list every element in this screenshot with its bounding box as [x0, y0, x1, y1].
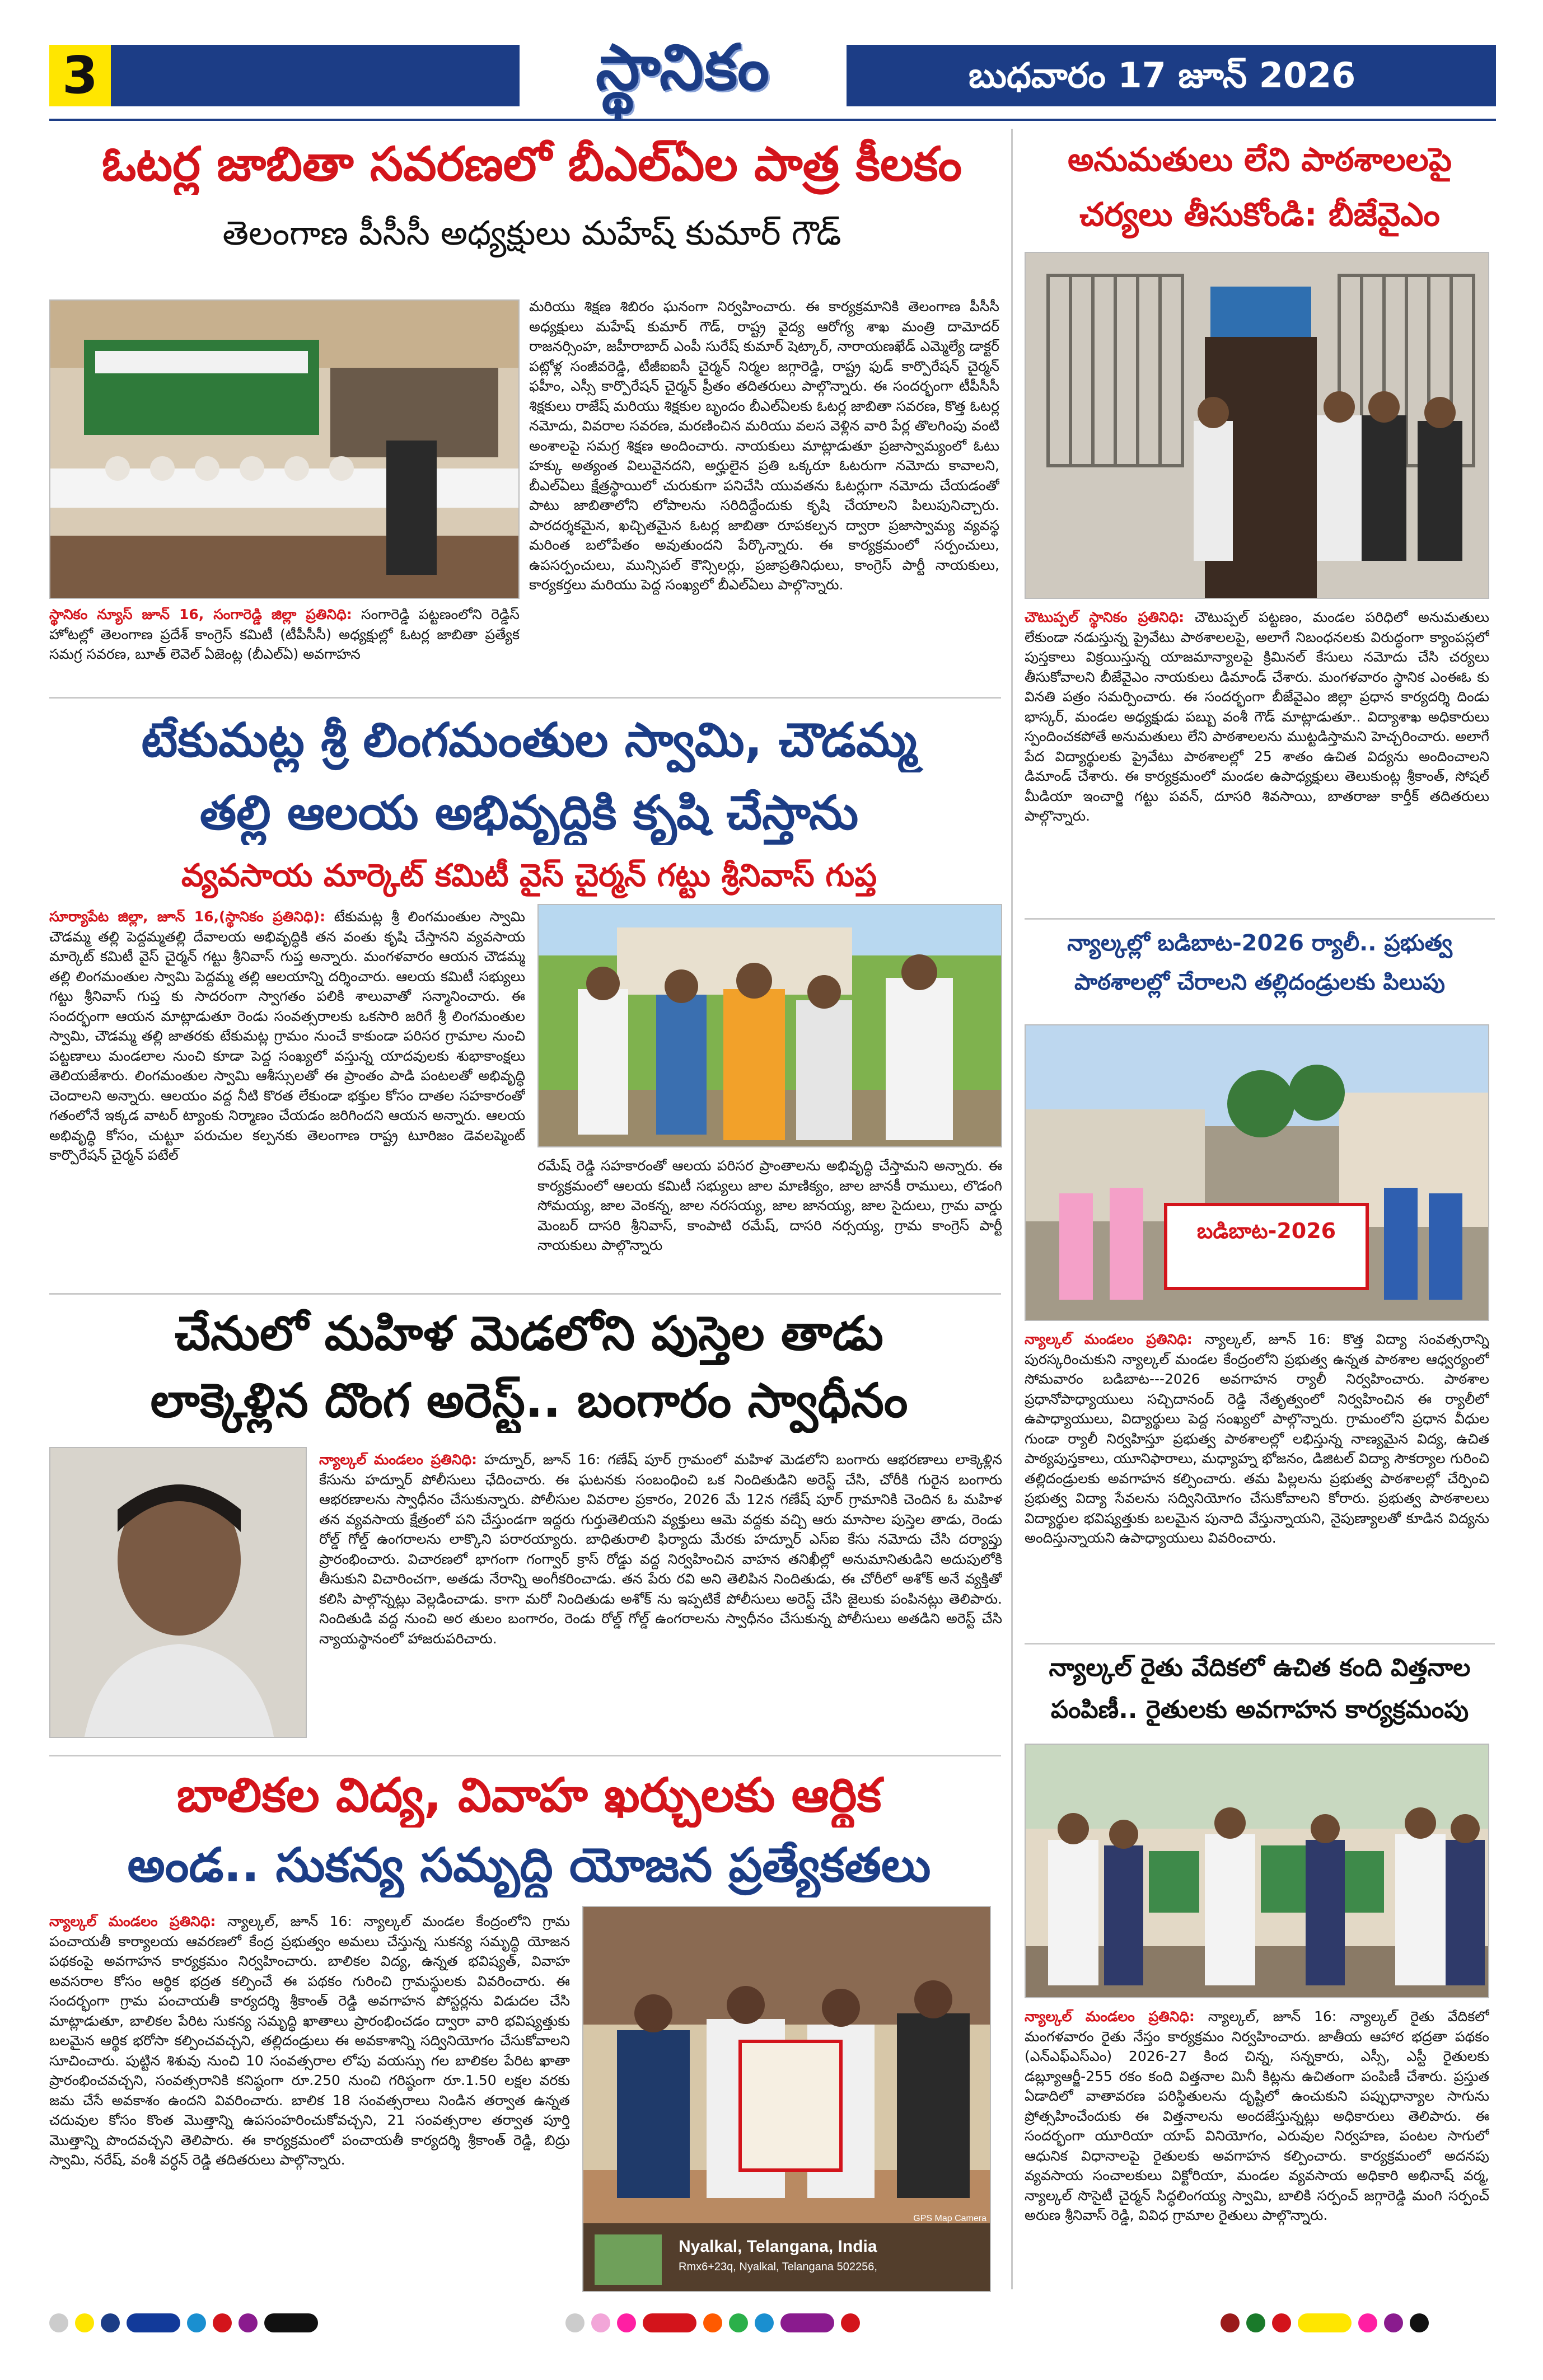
photo-camera-tag: GPS Map Camera — [913, 2214, 986, 2223]
registration-swatch — [1298, 2313, 1352, 2332]
newspaper-logo — [526, 31, 840, 118]
story4-dateline: న్యాల్కల్ మండలం ప్రతినిధి: — [49, 1913, 216, 1929]
rally-banner-text: బడిబాట-2026 — [1196, 1219, 1336, 1243]
separator — [1025, 918, 1495, 920]
registration-marks-left — [49, 2312, 486, 2334]
story7-headline-line1: న్యాల్కల్ రైతు వేదికలో ఉచిత కంది విత్తనాల — [1049, 1653, 1471, 1682]
registration-swatch — [1272, 2313, 1291, 2332]
column-divider — [1011, 129, 1013, 2289]
story6-text: న్యాల్కల్, జూన్ 16: కొత్త విద్యా సంవత్సరాన్ని పురస్కరించుకుని న్యాల్కల్ మండల కేంద్రంలోని ప్రభుత్వ ఉన్నత పాఠశాల ఆధ్వర్యంలో సోమవారం బడిబాట---2026 అవగాహన ర్యాలీ నిర్వహించారు. పాఠశాల ప్రధానోపాధ్యాయులు సచ్చిదానంద్ రెడ్డి నేతృత్వంలో నిర్వహించిన ఈ ర్యాలీలో ఉపాధ్యాయులు, విద్యార్థులు పెద్ద సంఖ్యలో పాల్గొన్నారు. గ్రామంలోని ప్రధాన వీధుల గుండా ర్యాలీ నిర్వహిస్తూ ప్రభుత్వ పాఠశాలల్లో లభిస్తున్న నాణ్యమైన విద్య, ఉచిత పాఠ్యపుస్తకాలు, యూనిఫారాలు, మధ్యాహ్న భోజనం, డిజిటల్ విద్యా సౌకర్యాల గురించి తల్లిదండ్రులకు అవగాహన కల్పించారు. తమ పిల్లలను ప్రభుత్వ పాఠశాలల్లో చేర్పించి ప్రభుత్వ విద్యా సేవలను సద్వినియోగం చేసుకోవాలని కోరారు. ప్రభుత్వ పాఠశాలలు విద్యార్థుల భవిష్యత్తుకు బలమైన పునాది వేస్తున్నాయని, నైపుణ్యాలతో కూడిన విద్యను అందిస్తున్నాయని ఉపాధ్యాయులు వివరించారు. — [1025, 1331, 1489, 1546]
seed-distribution-photo — [1026, 1745, 1489, 1998]
story3-dateline: న్యాల్కల్ మండలం ప్రతినిధి: — [319, 1451, 478, 1468]
registration-swatch — [127, 2313, 180, 2332]
story7-photo — [1025, 1744, 1489, 1998]
story7-text: న్యాల్కల్, జూన్ 16: న్యాల్కల్ రైతు వేదికలో మంగళవారం రైతు నేస్తం కార్యక్రమం నిర్వహించారు. జాతీయ ఆహార భద్రతా పథకం (ఎన్ఎఫ్ఎస్ఎం) 2026-27 కింద చిన్న, సన్నకారు, ఎస్సీ, ఎస్టీ రైతులకు డబ్ల్యూఆర్జీ-255 రకం కంది విత్తనాల మినీ కిట్లను ఉచితంగా పంపిణీ చేశారు. ప్రస్తుత ఏడాదిలో వాతావరణ పరిస్థితులను దృష్టిలో ఉంచుకుని పప్పుధాన్యాల సాగును ప్రోత్సహించేందుకు ఈ విత్తనాలను అందజేస్తున్నట్లు అధికారులు తెలిపారు. ఈ సందర్భంగా యూరియా యాప్ వినియోగం, ఎరువుల నిర్వహణ, పంటల సాగులో ఆధునిక విధానాలపై రైతులకు అవగాహన కల్పించారు. కార్యక్రమంలో అదనపు వ్యవసాయ సంచాలకులు విక్టోరియా, మండల వ్యవసాయ అధికారి అభినాష్ వర్మ, న్యాల్కల్ సొసైటీ చైర్మన్ సిద్ధలింగయ్య స్వామి, బాలికి సర్పంచ్ జగ్గారెడ్డి మంగి సర్పంచ్ అరుణ శ్రీనివాస్ రెడ్డి, వివిధ గ్రామాల రైతులు పాల్గొన్నారు. — [1025, 2008, 1489, 2223]
story6-body — [1025, 1329, 1489, 1654]
story3-text: హద్నూర్, జూన్ 16: గణేష్ పూర్ గ్రామంలో మహిళ మెడలోని బంగారు ఆభరణాలు లాక్కెళ్లిన కేసును హద్నూర్ పోలీసులు ఛేదించారు. ఈ ఘటనకు సంబంధించి ఒక నిందితుడిని అరెస్ట్ చేసి, చోరీకి గురైన బంగారు ఆభరణాలను స్వాధీనం చేసుకున్నారు. పోలీసుల వివరాల ప్రకారం, 2026 మే 12న గణేష్ పూర్ గ్రామానికి చెందిన ఓ మహిళ తన వ్యవసాయ క్షేత్రంలో పని చేస్తుండగా ఇద్దరు గుర్తుతెలియని వ్యక్తులు ఆమె వద్దకు వచ్చి ఆరు మాసాల పుస్తెల తాడు, రెండు రోల్డ్ గోల్డ్ ఉంగరాలను లాక్కొని పరారయ్యారు. బాధితురాలి ఫిర్యాదు మేరకు హద్నూర్ ఎస్ఐ కేసు నమోదు చేసి దర్యాప్తు ప్రారంభించారు. విచారణలో భాగంగా గంగ్వార్ క్రాస్ రోడ్డు వద్ద నిర్వహించిన వాహన తనిఖీల్లో అనుమానితుడిని అదుపులోకి తీసుకుని విచారించగా, అతడు నేరాన్ని అంగీకరించాడు. తన పేరు రవి అని తెలిపిన నిందితుడు, ఈ చోరీలో అశోక్ అనే వ్యక్తితో కలిసి పాల్గొన్నట్లు వెల్లడించాడు. కాగా మరో నిందితుడు అశోక్ ను ఇప్పటికే పోలీసులు అరెస్ట్ చేసి జైలుకు పంపినట్లు తెలిపారు. నిందితుడి వద్ద నుంచి అర తులం బంగారం, రెండు రోల్డ్ గోల్డ్ ఉంగరాలను స్వాధీనం చేసుకున్న పోలీసులు అతడిని అరెస్ట్ చేసి న్యాయస్థానంలో హాజరుపరిచారు. — [319, 1451, 1002, 1647]
story7-body — [1025, 2007, 1489, 2292]
story5-photo — [1025, 252, 1489, 599]
story2-dateline: సూర్యాపేట జిల్లా, జూన్ 16,(స్థానికం ప్రతినిధి): — [49, 908, 326, 925]
separator — [1025, 1643, 1495, 1645]
separator — [49, 1755, 1001, 1756]
photo-location-address: Rmx6+23q, Nyalkal, Telangana 502256, — [679, 2261, 877, 2273]
registration-swatch — [1221, 2313, 1240, 2332]
registration-swatch — [1358, 2313, 1377, 2332]
badibata-rally-photo — [1026, 1025, 1489, 1321]
story6-photo — [1025, 1024, 1489, 1321]
page-number: 3 — [49, 45, 111, 106]
story5-headline-line1: అనుమతులు లేని పాఠశాలలపై — [1068, 140, 1452, 179]
story2-text-left: టేకుమట్ల శ్రీ లింగమంతుల స్వామి చౌడమ్మ తల్లి పెద్దమ్మతల్లి దేవాలయ అభివృద్ధికి తన వంతు కృషి చేస్తానని వ్యవసాయ మార్కెట్ కమిటీ వైస్ చైర్మన్ గట్టు శ్రీనివాస్ గుప్త అన్నారు. మంగళవారం ఆయన చౌడమ్మ తల్లి లింగమంతుల స్వామి పెద్దమ్మ తల్లి ఆలయాన్ని దర్శించారు. ఆలయ కమిటీ సభ్యులు గట్టు శ్రీనివాస్ గుప్త కు సాదరంగా స్వాగతం పలికి శాలువాతో సన్మానించారు. ఈ సందర్భంగా ఆయన మాట్లాడుతూ రెండు సంవత్సరాలకు ఒకసారి జరిగే శ్రీ లింగమంతుల స్వామి, చౌడమ్మ తల్లి జాతరకు టేకుమట్ల గ్రామం నుంచే కాకుండా పరిసర గ్రామాల నుంచి పట్టణాలు మండలాల నుంచి కూడా పెద్ద సంఖ్యలో వస్తున్న యాదవులకు శుభాకాంక్షలు తెలియజేశారు. లింగమంతుల స్వామి ఆశీస్సులతో ఈ ప్రాంతం పాడి పంటలతో అభివృద్ధి చెందాలని అన్నారు. ఆలయం వద్ద నీటి కొరత లేకుండా భక్తుల కోసం దాతల సహకారంతో గతంలోనే ఇక్కడ వాటర్ ట్యాంకు నిర్మాణం చేయడం జరిగిందని ఆయన అన్నారు. ఆలయ అభివృద్ధి కోసం, చుట్టూ పరుచుల కల్పనకు తెలంగాణ రాష్ట్ర టూరిజం డెవలప్మెంట్ కార్పొరేషన్ చైర్మన్ పటేల్ — [49, 908, 525, 1163]
story4-photo — [582, 1906, 991, 2292]
story4-text: న్యాల్కల్, జూన్ 16: న్యాల్కల్ మండల కేంద్రంలోని గ్రామ పంచాయతీ కార్యాలయ ఆవరణలో కేంద్ర ప్రభుత్వం అమలు చేస్తున్న సుకన్య సమృద్ధి యోజన పథకంపై అవగాహన కార్యక్రమం నిర్వహించారు. బాలికల విద్య, ఉన్నత భవిష్యత్, వివాహ అవసరాల కోసం ఆర్థిక భద్రత కల్పించే ఈ పథకం గురించి గ్రామస్థులకు వివరించారు. ఈ సందర్భంగా గ్రామ పంచాయతీ కార్యదర్శి శ్రీకాంత్ రెడ్డి అవగాహన పోస్టర్లను విడుదల చేసి మాట్లాడుతూ, బాలికల పేరిట సుకన్య సమృద్ధి ఖాతాలు ప్రారంభించడం ద్వారా వారి భవిష్యత్తుకు బలమైన ఆర్థిక భరోసా కల్పించవచ్చని, తల్లిదండ్రులు ఈ అవకాశాన్ని సద్వినియోగం చేసుకోవాలని సూచించారు. పుట్టిన శిశువు నుంచి 10 సంవత్సరాల లోపు వయస్సు గల బాలికల పేరిట ఖాతా ప్రారంభించవచ్చని, సంవత్సరానికి కనిష్ఠంగా రూ.250 నుంచి గరిష్ఠంగా రూ.1.50 లక్షల వరకు జమ చేసే అవకాశం ఉందని వివరించారు. బాలిక 18 సంవత్సరాలు నిండిన తర్వాత ఉన్నత చదువుల కోసం కొంత మొత్తాన్ని ఉపసంహరించుకోవచ్చని, 21 సంవత్సరాల తర్వాత పూర్తి మొత్తాన్ని పొందవచ్చని తెలిపారు. ఈ కార్యక్రమంలో పంచాయతీ కార్యదర్శి శ్రీకాంత్ రెడ్డి, బిద్రు స్వామి, నరేష్, వంశీ వర్ధన్ రెడ్డి తదితరులు పాల్గొన్నారు. — [49, 1913, 570, 2168]
separator — [49, 697, 1001, 699]
story5-text: చౌటుప్పల్ పట్టణం, మండల పరిధిలో అనుమతులు లేకుండా నడుస్తున్న ప్రైవేటు పాఠశాలలపై, అలాగే నిబంధనలకు విరుద్ధంగా క్యాంపస్లలో పుస్తకాలు విక్రయిస్తున్న యాజమాన్యాలపై క్రిమినల్ కేసులు నమోదు చేసి చర్యలు తీసుకోవాలని బీజేవైఎం నాయకులు డిమాండ్ చేశారు. మంగళవారం స్థానిక ఎంఈఓ కు వినతి పత్రం సమర్పించారు. ఈ సందర్భంగా బీజేవైఎం జిల్లా ప్రధాన కార్యదర్శి దిండు భాస్కర్, మండల అధ్యక్షుడు పబ్బు వంశీ గౌడ్ మాట్లాడుతూ.. విద్యాశాఖ అధికారులు స్పందించకపోతే అనుమతులు లేని పాఠశాలలను ముట్టడిస్తామని హెచ్చరించారు. అలాగే పేద విద్యార్థులకు ప్రైవేటు పాఠశాలల్లో 25 శాతం ఉచిత విద్యను అందించాలని డిమాండ్ చేశారు. ఈ కార్యక్రమంలో మండల ఉపాధ్యక్షులు తెలుకుంట్ల శ్రీకాంత్, సోషల్ మీడియా ఇంచార్జి గట్టు పవన్, దూసరి శివసాయి, బాతరాజు కార్తీక్ తదితరులు పాల్గొన్నారు. — [1025, 609, 1489, 824]
story1-photo — [49, 299, 520, 599]
story5-headline-line2: చర్యలు తీసుకోండి: బీజేవైఎం — [1079, 195, 1440, 233]
temple-visit-photo — [539, 905, 1002, 1147]
registration-swatch — [75, 2313, 94, 2332]
story3-headline-line1: చేనులో మహిళ మెడలోని పుస్తెల తాడు — [175, 1306, 883, 1361]
registration-marks-center — [565, 2312, 1002, 2334]
story1-dateline: స్థానికం న్యూస్ జూన్ 16, సంగారెడ్డి జిల్లా ప్రతినిధి: — [49, 606, 352, 622]
registration-swatch — [755, 2313, 774, 2332]
story2-body-left — [49, 907, 525, 1287]
registration-swatch — [187, 2313, 206, 2332]
story7-dateline: న్యాల్కల్ మండలం ప్రతినిధి: — [1025, 2008, 1195, 2025]
story6-headline-line2: పాఠశాలల్లో చేరాలని తల్లిదండ్రులకు పిలుపు — [1074, 969, 1445, 995]
story5-dateline: చౌటుప్పల్ స్థానికం ప్రతినిధి: — [1025, 609, 1185, 625]
registration-swatch — [841, 2313, 860, 2332]
registration-swatch — [565, 2313, 585, 2332]
story7-headline-line2: పంపిణీ.. రైతులకు అవగాహన కార్యక్రమంపు — [1050, 1695, 1469, 1724]
logo-text: స్థానికం — [596, 31, 770, 104]
story1-headline: ఓటర్ల జాబితా సవరణలో బీఎల్ఏల పాత్ర కీలకం — [101, 137, 962, 191]
story1-text-right: మరియు శిక్షణ శిబిరం ఘనంగా నిర్వహించారు. ఈ కార్యక్రమానికి తెలంగాణ పీసీసీ అధ్యక్షులు మహేష్ కుమార్ గౌడ్, రాష్ట్ర వైద్య ఆరోగ్య శాఖ మంత్రి దామోదర్ రాజనర్సింహ, జహీరాబాద్ ఎంపీ సురేష్ కుమార్ షెట్కార్, నారాయణఖేడ్ ఎమ్మెల్యే డాక్టర్ పట్లోళ్ల సంజీవరెడ్డి, టీజీఐఐసీ చైర్మన్ నిర్మల జగ్గారెడ్డి, రాష్ట్ర ఫుడ్ కార్పొరేషన్ చైర్మన్ ఫహీం, ఎస్సీ కార్పొరేషన్ చైర్మన్ ప్రీతం తదితరులు పాల్గొన్నారు. ఈ సందర్భంగా టీపీసీసీ శిక్షకులు రాజేష్ మరియు శిక్షకుల బృందం బీఎల్ఏలకు ఓటర్ల జాబితా సవరణ, కొత్త ఓటర్ల నమోదు, వివరాల సవరణ, మరణించిన మరియు వలస వెళ్లిన వారి పేర్ల తొలగింపు వంటి అంశాలపై సమగ్ర శిక్షణ అందించారు. నాయకులు మాట్లాడుతూ ప్రజాస్వామ్యంలో ఓటు హక్కు అత్యంత విలువైనదని, అర్హులైన ప్రతి ఒక్కరూ ఓటరుగా నమోదు కావాలని, బీఎల్ఏలు క్షేత్రస్థాయిలో చురుకుగా పనిచేసి యువతను ఓటర్లుగా నమోదు చేయడంతో పాటు జాబితాలోని లోపాలను సరిదిద్దేందుకు కృషి చేయాలని పిలుపునిచ్చారు. పారదర్శకమైన, ఖచ్చితమైన ఓటర్ల జాబితా రూపకల్పన ద్వారా ప్రజాస్వామ్య వ్యవస్థ మరింత బలోపేతం అవుతుందని పేర్కొన్నారు. ఈ కార్యక్రమంలో సర్పంచులు, ఉపసర్పంచులు, మున్సిపల్ కౌన్సిలర్లు, ప్రజాప్రతినిధులు, కాంగ్రెస్ పార్టీ నాయకులు, కార్యకర్తలు మరియు పెద్ద సంఖ్యలో బీఎల్ఏలు పాల్గొన్నారు. — [529, 298, 999, 593]
story3-headline-line2: లాక్కెళ్లిన దొంగ అరెస్ట్.. బంగారం స్వాధీనం — [150, 1373, 908, 1428]
registration-swatch — [780, 2313, 834, 2332]
story1-subhead: తెలంగాణ పీసీసీ అధ్యక్షులు మహేష్ కుమార్ గౌడ్ — [222, 214, 841, 253]
story2-text-right: రమేష్ రెడ్డి సహకారంతో ఆలయ పరిసర ప్రాంతాలను అభివృద్ధి చేస్తామని అన్నారు. ఈ కార్యక్రమంలో ఆలయ కమిటీ సభ్యులు జాల మాణిక్యం, జాల జానకీ రాములు, లొడంగి సోమయ్య, జాల వెంకన్న, జాల నరసయ్య, జాల జానయ్య, జాల సైదులు, గ్రామ వార్డు మెంబర్ దాసరి శ్రీనివాస్, కాంపాటి రమేష్, దాసరి నర్సయ్య, గ్రామ కాంగ్రెస్ పార్టీ నాయకులు పాల్గొన్నారు — [537, 1158, 1002, 1253]
story2-body-right — [537, 1156, 1002, 1290]
meeting-hall-photo — [50, 301, 520, 599]
poster-release-photo — [583, 1907, 991, 2292]
registration-swatch — [264, 2313, 318, 2332]
registration-swatch — [1410, 2313, 1429, 2332]
registration-swatch — [1246, 2313, 1265, 2332]
story3-body — [319, 1450, 1002, 1752]
registration-swatch — [49, 2313, 68, 2332]
portrait-image — [50, 1448, 307, 1738]
story4-headline-line1: బాలికల విద్య, వివాహ ఖర్చులకు ఆర్థిక — [176, 1768, 882, 1823]
story1-body-left — [49, 605, 520, 688]
masthead-rule — [49, 119, 1496, 121]
photo-location-title: Nyalkal, Telangana, India — [679, 2237, 877, 2256]
story5-body — [1025, 607, 1489, 938]
registration-swatch — [591, 2313, 610, 2332]
story1-text-left: సంగారెడ్డి పట్టణంలోని రెడ్డిస్ హోటల్లో తెలంగాణ ప్రదేశ్ కాంగ్రెస్ కమిటీ (టీపీసీసీ) అధ్యక్షుల్లో ఓటర్ల జాబితా ప్రత్యేక సమగ్ర సవరణ, బూత్ లెవెల్ ఏజెంట్ల (బీఎల్ఏ) అవగాహన — [49, 606, 520, 662]
story2-subhead: వ్యవసాయ మార్కెట్ కమిటీ వైస్ చైర్మన్ గట్టు శ్రీనివాస్ గుప్త — [181, 858, 877, 894]
registration-marks-right — [1221, 2312, 1500, 2334]
story2-headline-line2: తల్లి ఆలయ అభివృద్ధికి కృషి చేస్తాను — [199, 785, 859, 840]
registration-swatch — [213, 2313, 232, 2332]
registration-swatch — [1384, 2313, 1403, 2332]
separator — [49, 1293, 1001, 1295]
registration-swatch — [643, 2313, 696, 2332]
story2-headline-line1: టేకుమట్ల శ్రీ లింగమంతుల స్వామి, చౌడమ్మ — [141, 713, 917, 767]
accused-photo — [49, 1447, 307, 1738]
story6-headline-line1: న్యాల్కల్లో బడిబాట-2026 ర్యాలీ.. ప్రభుత్వ — [1067, 930, 1452, 956]
edition-date: బుధవారం 17 జూన్ 2026 — [969, 55, 1356, 96]
masthead-band-left — [49, 45, 520, 106]
story2-photo — [537, 904, 1002, 1147]
registration-swatch — [703, 2313, 722, 2332]
registration-swatch — [101, 2313, 120, 2332]
story6-dateline: న్యాల్కల్ మండలం ప్రతినిధి: — [1025, 1331, 1193, 1347]
registration-swatch — [617, 2313, 636, 2332]
story4-headline-line2: అండ.. సుకన్య సమృద్ధి యోజన ప్రత్యేకతలు — [127, 1838, 931, 1892]
story1-body-right — [529, 297, 999, 688]
story4-body — [49, 1912, 570, 2292]
registration-swatch — [239, 2313, 258, 2332]
school-memorandum-photo — [1026, 253, 1489, 599]
registration-swatch — [729, 2313, 748, 2332]
